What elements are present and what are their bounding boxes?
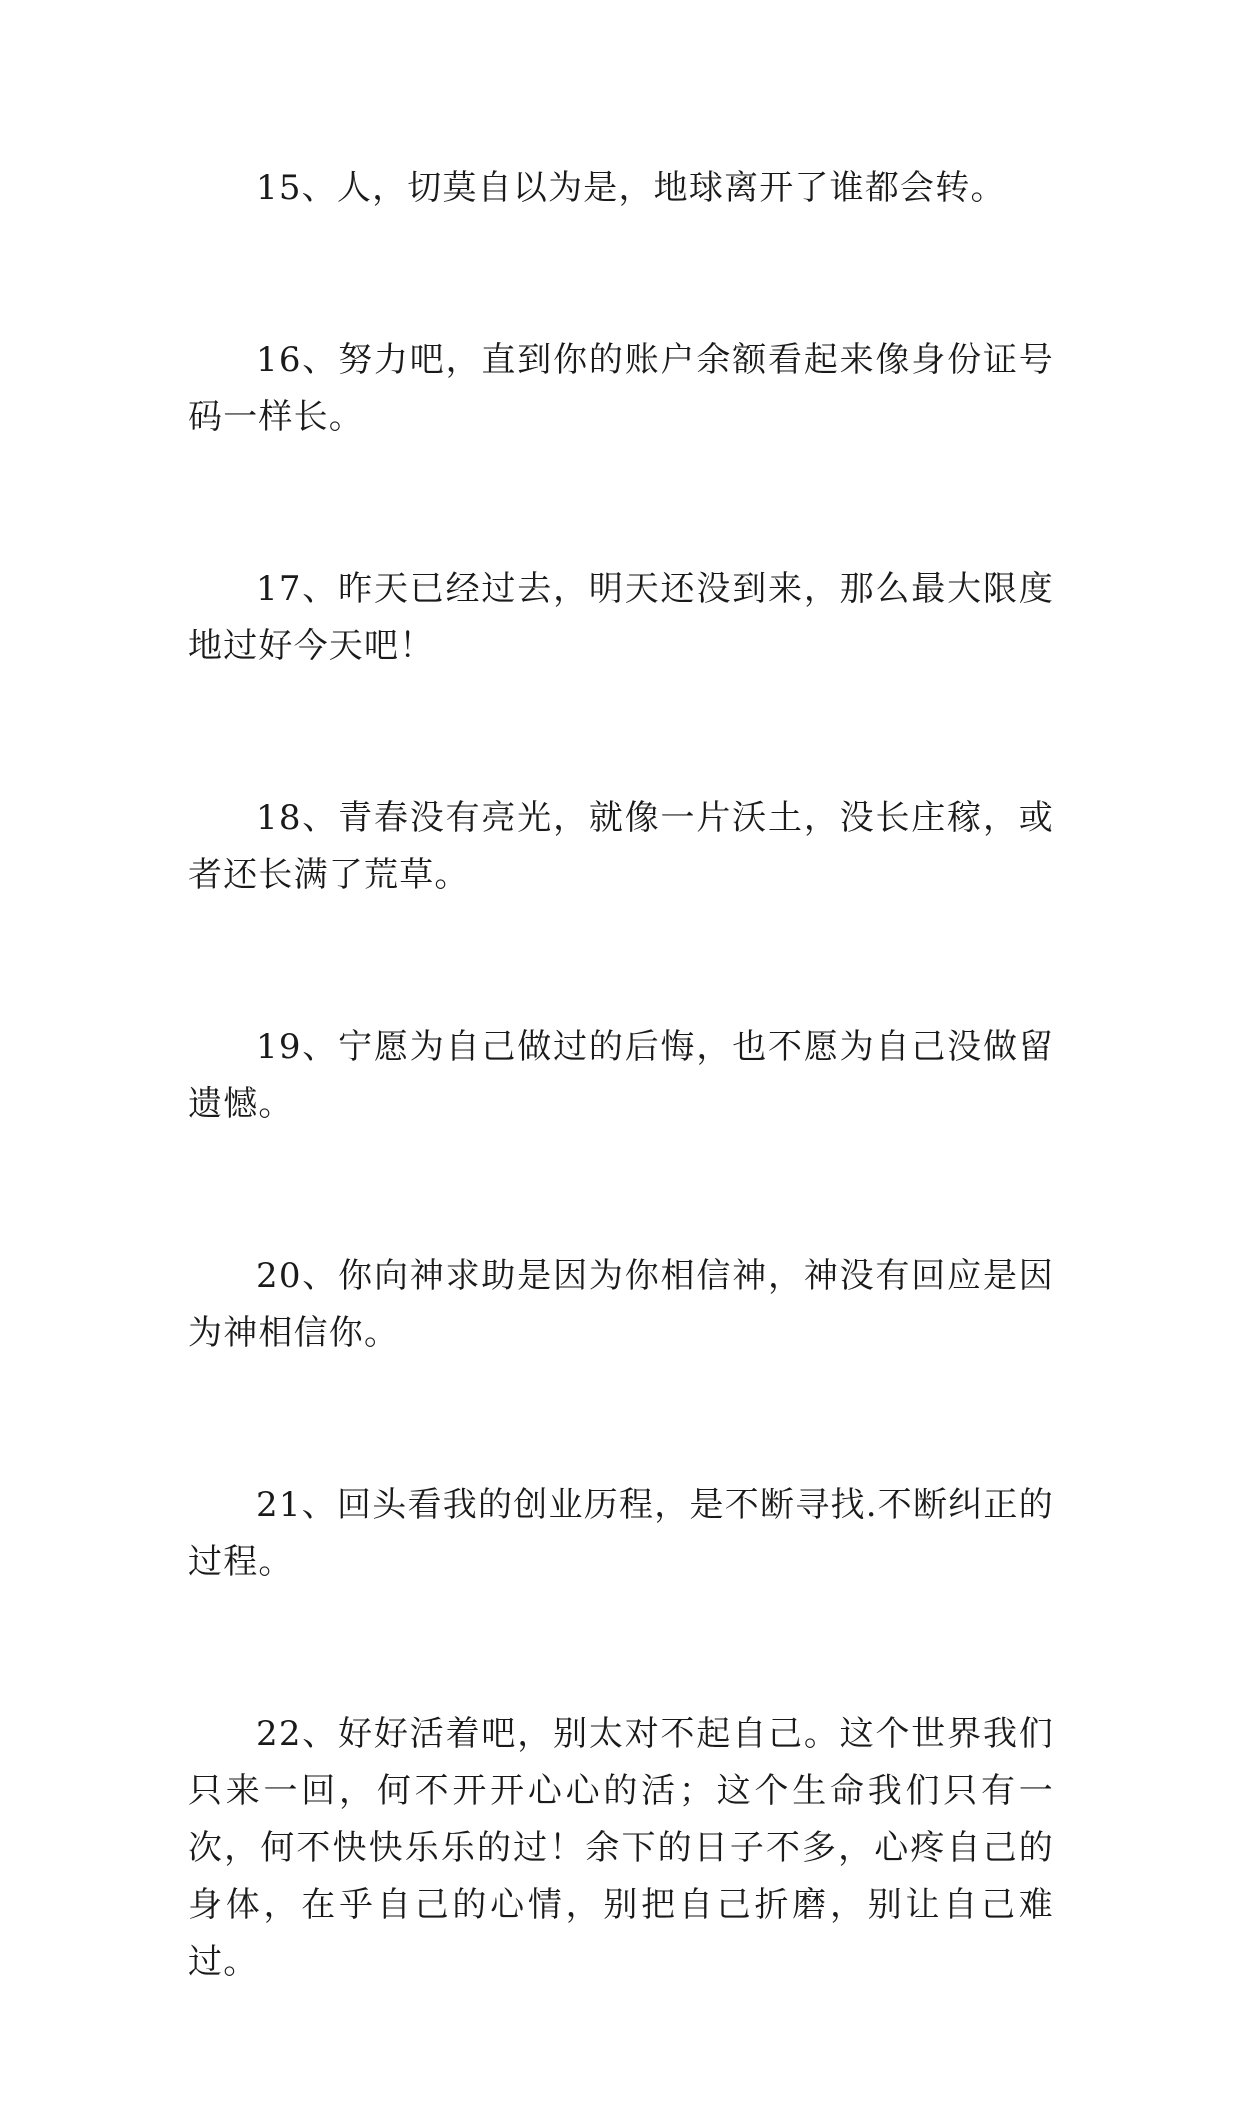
document-body: [188, 160, 1054, 2106]
paragraph-19: 19、宁愿为自己做过的后悔，也不愿为自己没做留遗憾。: [188, 1027, 1054, 1124]
paragraph-16: 16、努力吧，直到你的账户余额看起来像身份证号码一样长。: [188, 340, 1054, 437]
paragraph-18: 18、青春没有亮光，就像一片沃土，没长庄稼，或者还长满了荒草。: [188, 798, 1054, 895]
paragraph-22: 22、好好活着吧，别太对不起自己。这个世界我们只来一回，何不开开心心的活；这个生命我们只有一次，何不快快乐乐的过！余下的日子不多，心疼自己的身体，在乎自己的心情，别把自己折磨，别让自己难过。: [188, 1714, 1054, 1982]
paragraph-21: 21、回头看我的创业历程，是不断寻找.不断纠正的过程。: [188, 1485, 1054, 1582]
paragraph-20: 20、你向神求助是因为你相信神，神没有回应是因为神相信你。: [188, 1256, 1054, 1353]
paragraph-17: 17、昨天已经过去，明天还没到来，那么最大限度地过好今天吧！: [188, 569, 1054, 666]
paragraph-15: 15、人，切莫自以为是，地球离开了谁都会转。: [256, 168, 1006, 208]
